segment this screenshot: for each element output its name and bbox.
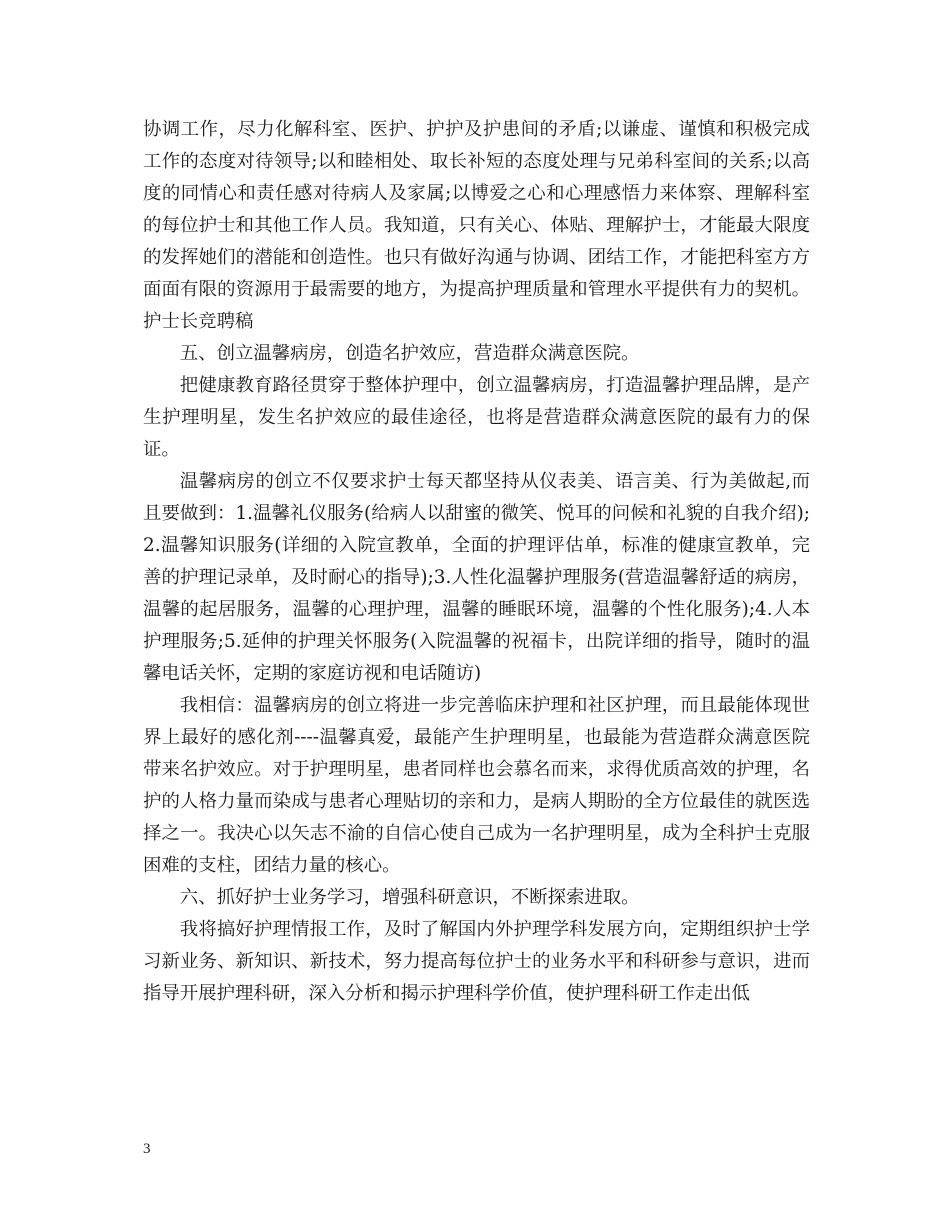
paragraph-warm-ward-services: 温馨病房的创立不仅要求护士每天都坚持从仪表美、语言美、行为美做起,而且要做到：1.温馨礼仪服务(给病人以甜蜜的微笑、悦耳的问候和礼貌的自我介绍);2.温馨知识服务(详细的入院宣教单，全面的护理评估单，标准的健康宣教单，完善的护理记录单，及时耐心的指导);3.人性化温馨护理服务(营造温馨舒适的病房，温馨的起居服务，温馨的心理护理，温馨的睡眠环境，温馨的个性化服务);4.人本护理服务;5.延伸的护理关怀服务(入院温馨的祝福卡，出院详细的指导，随时的温馨电话关怀，定期的家庭访视和电话随访)	[143, 471, 810, 684]
document-body	[143, 114, 810, 1010]
paragraph-belief: 我相信：温馨病房的创立将进一步完善临床护理和社区护理，而且最能体现世界上最好的感化剂----温馨真爱，最能产生护理明星，也最能为营造群众满意医院带来名护效应。对于护理明星，患者同样也会慕名而来，求得优质高效的护理，名护的人格力量而染成与患者心理贴切的亲和力，是病人期盼的全方位最佳的就医选择之一。我决心以矢志不渝的自信心使自己成为一名护理明星，成为全科护士克服困难的支柱，团结力量的核心。	[143, 695, 810, 876]
page-number: 3	[143, 1141, 151, 1157]
paragraph-health-education: 把健康教育路径贯穿于整体护理中，创立温馨病房，打造温馨护理品牌，是产生护理明星，发生名护效应的最佳途径，也将是营造群众满意医院的最有力的保证。	[143, 375, 810, 460]
paragraph-coordination: 协调工作，尽力化解科室、医护、护护及护患间的矛盾;以谦虚、谨慎和积极完成工作的态度对待领导;以和睦相处、取长补短的态度处理与兄弟科室间的关系;以高度的同情心和责任感对待病人及家属;以博爱之心和心理感悟力来体察、理解科室的每位护士和其他工作人员。我知道，只有关心、体贴、理解护士，才能最大限度的发挥她们的潜能和创造性。也只有做好沟通与协调、团结工作，才能把科室方方面面有限的资源用于最需要的地方，为提高护理质量和管理水平提供有力的契机。护士长竞聘稿	[143, 119, 810, 332]
paragraph-research: 我将搞好护理情报工作，及时了解国内外护理学科发展方向，定期组织护士学习新业务、新知识、新技术，努力提高每位护士的业务水平和科研参与意识，进而指导开展护理科研，深入分析和揭示护理科学价值，使护理科研工作走出低	[143, 919, 810, 1004]
heading-section-six: 六、抓好护士业务学习，增强科研意识，不断探索进取。	[179, 887, 640, 908]
heading-section-five: 五、创立温馨病房，创造名护效应，营造群众满意医院。	[179, 343, 640, 364]
